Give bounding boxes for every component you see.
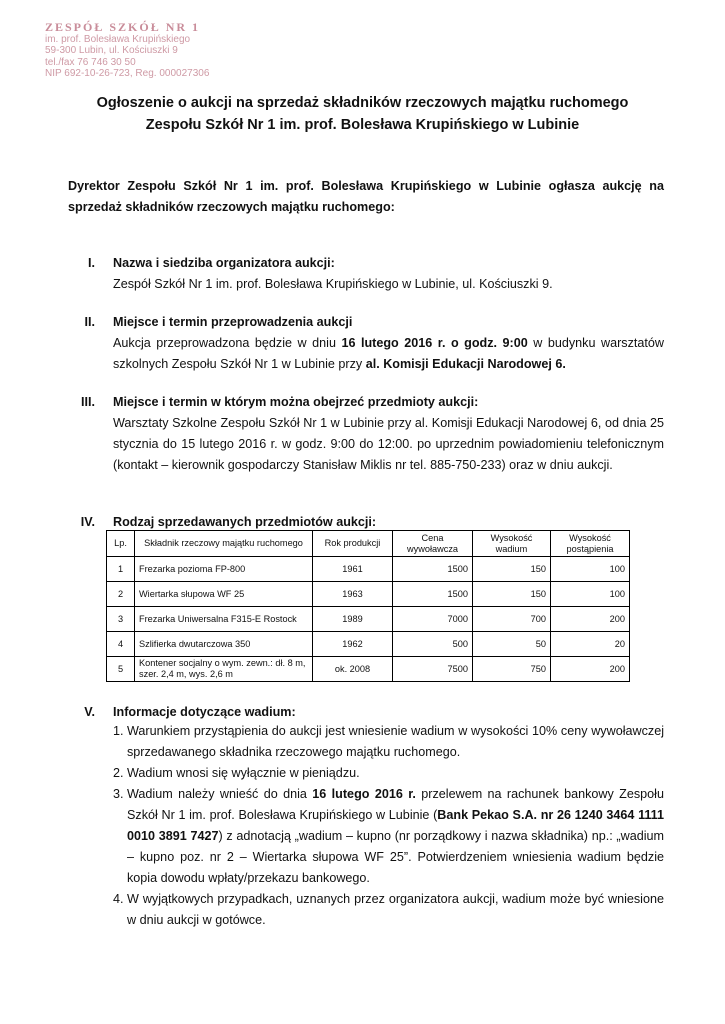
section-heading: Nazwa i siedziba organizatora aukcji: [113, 256, 335, 270]
section-body [113, 333, 664, 375]
cell-step: 100 [551, 557, 630, 582]
cell-lp: 5 [107, 657, 135, 682]
section-number: I. [88, 256, 95, 270]
list-number: 2. [113, 766, 124, 780]
cell-lp: 2 [107, 582, 135, 607]
cell-step: 100 [551, 582, 630, 607]
intro-paragraph: Dyrektor Zespołu Szkół Nr 1 im. prof. Bolesława Krupińskiego w Lubinie ogłasza aukcję na sprzedaż składników rzeczowych majątku ruchomego: [68, 179, 664, 214]
section-heading: Miejsce i termin w którym można obejrzeć przedmioty aukcji: [113, 395, 479, 409]
cell-deposit: 700 [473, 607, 551, 632]
title-line-2: Zespołu Szkół Nr 1 im. prof. Bolesława Krupińskiego w Lubinie [145, 117, 580, 133]
table-row [107, 557, 630, 582]
cell-year: 1961 [313, 557, 393, 582]
document-title [0, 92, 725, 136]
list-item [113, 784, 664, 889]
list-text: ) z adnotacją „wadium – kupno (nr porządkowy i nazwa składnika) np.: „wadium – kupno poz. nr 2 – Wiertarka słupowa WF 25”. Potwierdzeniem wniesienia wadium będzie kopia dowodu wpłaty/przekazu bankowego. [127, 829, 665, 885]
table-header-row [107, 531, 630, 557]
column-header: Rok produkcji [313, 531, 393, 557]
stamp-line: tel./fax 76 746 30 50 [45, 56, 136, 68]
list-text: przelewem na rachunek bankowy Zespołu Szkół Nr 1 im. prof. Bolesława Krupińskiego w Lubinie ( [127, 787, 664, 822]
cell-year: ok. 2008 [313, 657, 393, 682]
cell-item: Frezarka pozioma FP-800 [135, 557, 313, 582]
list-text: Warunkiem przystąpienia do aukcji jest wniesienie wadium w wysokości 10% ceny wywoławczej sprzedawanego składnika rzeczowego majątku ruchomego. [127, 724, 664, 759]
column-header: Lp. [107, 531, 135, 557]
cell-deposit: 750 [473, 657, 551, 682]
section-heading: Rodzaj sprzedawanych przedmiotów aukcji: [113, 515, 377, 529]
deposit-deadline: 16 lutego 2016 r. [312, 787, 416, 801]
section-body: Warsztaty Szkolne Zespołu Szkół Nr 1 w Lubinie przy al. Komisji Edukacji Narodowej 6, od dnia 25 stycznia do 15 lutego 2016 r. w godz. 9:00 do 12:00. po uprzednim powiadomieniu telefonicznym (kontakt – kierownik gospodarczy Stanisław Miklis nr tel. 885-750-233) oraz w dniu aukcji. [113, 416, 664, 472]
cell-lp: 3 [107, 607, 135, 632]
table-row [107, 607, 630, 632]
stamp-line: NIP 692-10-26-723, Reg. 000027306 [45, 68, 210, 79]
cell-deposit: 50 [473, 632, 551, 657]
cell-step: 200 [551, 657, 630, 682]
cell-price: 7500 [393, 657, 473, 682]
table-row [107, 582, 630, 607]
section-body: Zespół Szkół Nr 1 im. prof. Bolesława Krupińskiego w Lubinie, ul. Kościuszki 9. [113, 277, 553, 291]
section-heading: Informacje dotyczące wadium: [113, 705, 296, 719]
cell-deposit: 150 [473, 582, 551, 607]
list-text: W wyjątkowych przypadkach, uznanych przez organizatora aukcji, wadium może być wniesione w dniu aukcji w gotówce. [127, 892, 664, 927]
cell-deposit: 150 [473, 557, 551, 582]
list-item [113, 721, 664, 763]
section-number: II. [84, 315, 95, 329]
cell-item: Frezarka Uniwersalna F315-E Rostock [135, 607, 313, 632]
list-number: 1. [113, 724, 124, 738]
section-number: V. [84, 705, 95, 719]
list-text: Wadium należy wnieść do dnia [127, 787, 313, 801]
bank-account: Bank Pekao S.A. nr 26 1240 3464 1111 0010 3891 7427 [127, 808, 664, 843]
cell-lp: 4 [107, 632, 135, 657]
section-body-line: szkolnych Zespołu Szkół Nr 1 w Lubinie przy al. Komisji Edukacji Narodowej 6. [113, 357, 566, 371]
cell-item: Wiertarka słupowa WF 25 [135, 582, 313, 607]
cell-year: 1989 [313, 607, 393, 632]
list-text: Wadium wnosi się wyłącznie w pieniądzu. [127, 766, 360, 780]
school-stamp [45, 22, 225, 80]
cell-price: 1500 [393, 582, 473, 607]
cell-item: Kontener socjalny o wym. zewn.: dł. 8 m, szer. 2,4 m, wys. 2,6 m [135, 657, 313, 682]
cell-year: 1963 [313, 582, 393, 607]
stamp-line: im. prof. Bolesława Krupińskiego [45, 33, 191, 45]
cell-lp: 1 [107, 557, 135, 582]
column-header: Wysokość wadium [473, 531, 551, 557]
cell-year: 1962 [313, 632, 393, 657]
title-line-1: Ogłoszenie o aukcji na sprzedaż składników rzeczowych majątku ruchomego [96, 95, 629, 111]
stamp-line: 59-300 Lubin, ul. Kościuszki 9 [45, 45, 178, 56]
cell-item: Szlifierka dwutarczowa 350 [135, 632, 313, 657]
items-table [106, 530, 630, 682]
list-item [113, 763, 664, 784]
section-heading: Miejsce i termin przeprowadzenia aukcji [113, 315, 353, 329]
list-number: 3. [113, 787, 124, 801]
cell-price: 500 [393, 632, 473, 657]
cell-step: 200 [551, 607, 630, 632]
list-item [113, 889, 664, 931]
wadium-list [113, 721, 664, 931]
cell-step: 20 [551, 632, 630, 657]
table-row [107, 657, 630, 682]
stamp-school-name: ZESPÓŁ SZKÓŁ NR 1 [45, 20, 201, 34]
section-number: III. [81, 395, 95, 409]
cell-price: 1500 [393, 557, 473, 582]
section-number: IV. [80, 515, 95, 529]
column-header: Składnik rzeczowy majątku ruchomego [135, 531, 313, 557]
column-header: Cena wywoławcza [393, 531, 473, 557]
table-row [107, 632, 630, 657]
cell-price: 7000 [393, 607, 473, 632]
list-number: 4. [113, 892, 124, 906]
section-body-line: Aukcja przeprowadzona będzie w dniu 16 lutego 2016 r. o godz. 9:00 w budynku warsztatów [113, 336, 664, 350]
column-header: Wysokość postąpienia [551, 531, 630, 557]
